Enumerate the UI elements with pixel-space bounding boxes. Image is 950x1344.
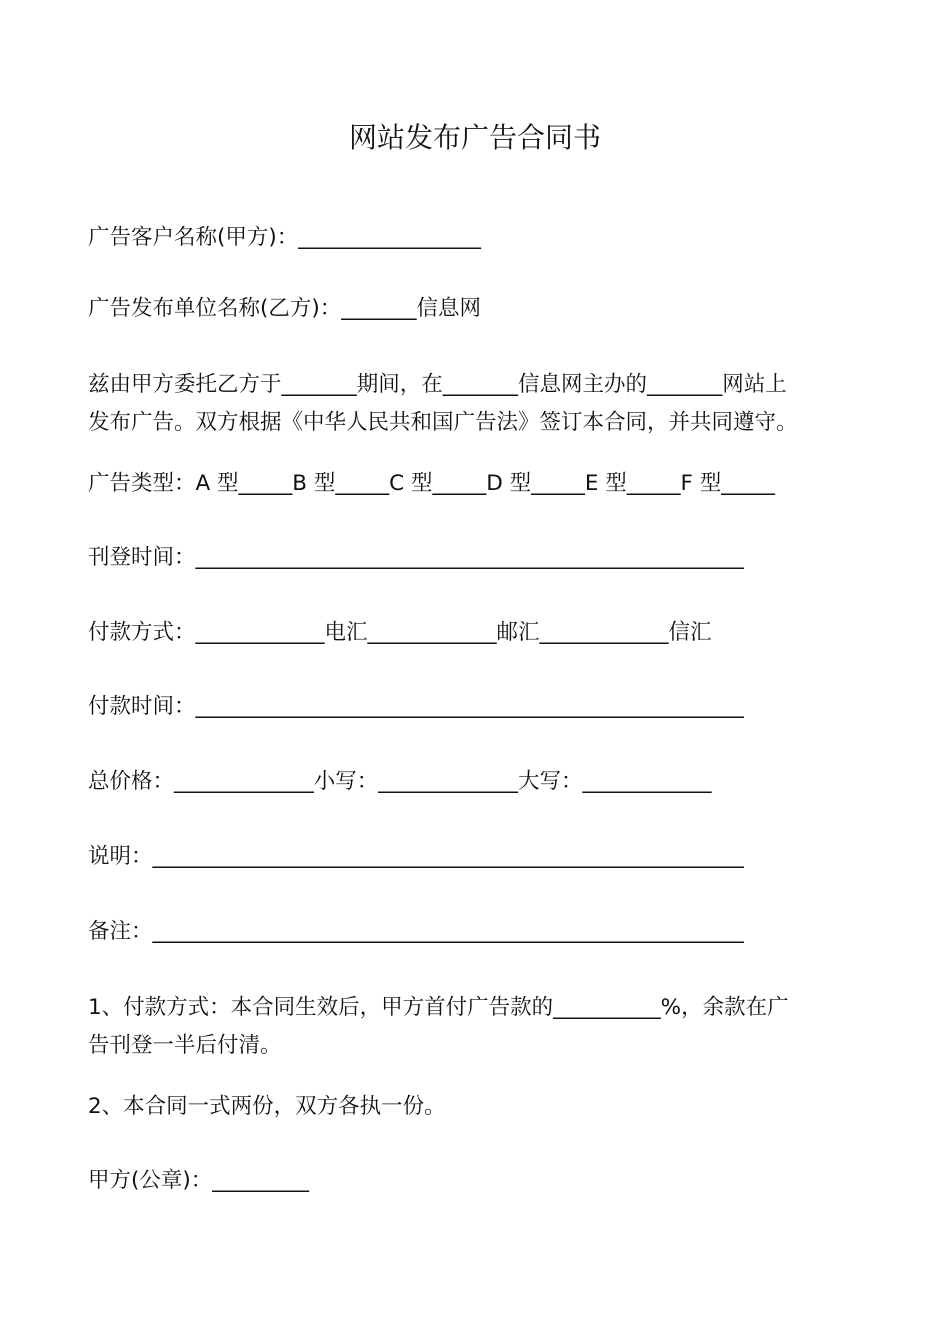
entrust-paragraph — [88, 366, 878, 442]
clause-1-line-1: 1、付款方式：本合同生效后，甲方首付广告款的__________%，余款在广 — [88, 995, 789, 1020]
entrust-line-1: 兹由甲方委托乙方于_______期间，在_______信息网主办的_______网站上 — [88, 372, 787, 397]
publisher-name-line: 广告发布单位名称(乙方)：_______信息网 — [88, 296, 482, 321]
payment-time-line: 付款时间：___________________________________________________ — [88, 694, 744, 719]
publish-time-line: 刊登时间：___________________________________________________ — [88, 545, 744, 570]
clause-1-line-2: 告刊登一半后付清。 — [88, 1033, 282, 1058]
total-price-line: 总价格：_____________小写：_____________大写：____________ — [88, 769, 712, 794]
document-title: 网站发布广告合同书 — [348, 121, 601, 154]
ad-type-line: 广告类型：A 型_____B 型_____C 型_____D 型_____E 型_____F 型_____ — [88, 471, 775, 496]
clause-1 — [88, 989, 878, 1065]
explanation-line: 说明：_______________________________________________________ — [88, 844, 744, 869]
remarks-line: 备注：_______________________________________________________ — [88, 919, 744, 944]
payment-method-line: 付款方式：____________电汇____________邮汇____________信汇 — [88, 620, 712, 645]
entrust-line-2: 发布广告。双方根据《中华人民共和国广告法》签订本合同，并共同遵守。 — [88, 410, 798, 435]
client-name-line: 广告客户名称(甲方)：_________________ — [88, 225, 482, 250]
party-a-seal-line: 甲方(公章)：_________ — [88, 1168, 310, 1193]
clause-2: 2、本合同一式两份，双方各执一份。 — [88, 1094, 446, 1119]
